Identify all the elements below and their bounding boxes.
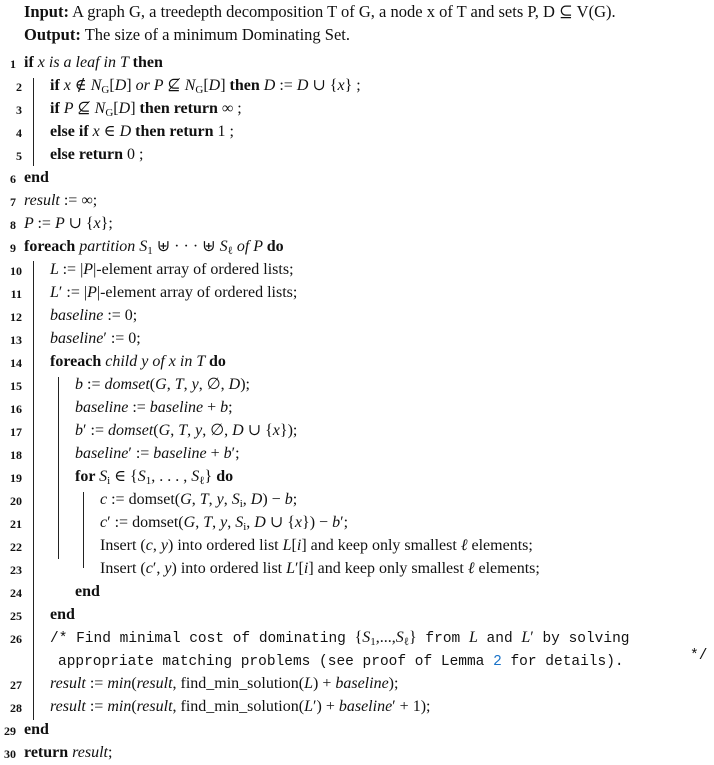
code-token: L [304, 698, 313, 715]
code-token: 0 ; [127, 146, 144, 163]
code-token: } [409, 629, 417, 646]
code-token: ′; [340, 514, 349, 531]
code-token: partition S [79, 238, 148, 255]
code-token: ) into ordered list [167, 537, 283, 554]
input-label: Input: [24, 2, 69, 21]
code-token: i [107, 475, 111, 487]
code-token: ∪ { [247, 422, 273, 439]
code-token: appropriate matching problems (see proof of Lemma [58, 654, 494, 670]
code-token: } [204, 468, 217, 485]
code-token: S [99, 468, 108, 485]
code-token: 1 ; [217, 123, 234, 140]
code-token: , [246, 514, 255, 531]
line-number: 11 [10, 287, 22, 301]
line-number: 5 [16, 149, 22, 163]
code-token: }) − [302, 514, 333, 531]
code-token: result [24, 192, 64, 209]
code-token: ∪ { [269, 514, 295, 531]
code-token: ′ [530, 629, 534, 646]
comment-end: */ [690, 648, 708, 664]
code-token: baseline [335, 675, 389, 692]
code-token: ∉ [74, 77, 91, 94]
output-text: The size of a minimum Dominating Set. [84, 25, 351, 44]
code-token: b [332, 514, 341, 531]
code-token: if [50, 100, 64, 117]
code-token: ⊈ [77, 100, 95, 117]
line-number: 3 [16, 103, 22, 117]
code-token: ⊈ [167, 77, 185, 94]
line-number: 28 [10, 701, 22, 715]
code-token: ] and keep only smallest [301, 537, 461, 554]
code-token: end [24, 721, 49, 738]
code-token: D [208, 77, 221, 94]
code-token: c [100, 491, 112, 508]
code-token: domset [107, 422, 154, 439]
code-token: := domset( [111, 491, 181, 508]
code-token: ∪ { [312, 77, 338, 94]
line-code [24, 190, 97, 212]
code-token: baseline [50, 307, 108, 324]
code-token: result [136, 675, 173, 692]
code-token: D [119, 123, 136, 140]
code-token: G [155, 376, 167, 393]
code-token: , [191, 491, 200, 508]
code-token: , ∅, [202, 422, 233, 439]
line-number: 17 [10, 425, 22, 439]
code-token: ; [292, 491, 298, 508]
code-token: ] [130, 100, 140, 117]
code-token: ) + [312, 675, 336, 692]
block-bar-for-si [83, 492, 84, 568]
line-number: 16 [10, 402, 22, 416]
code-token: S [362, 629, 371, 646]
line-code [75, 420, 297, 442]
code-token: then [229, 77, 264, 94]
code-token: := [89, 675, 108, 692]
code-token: S [395, 629, 404, 646]
line-code [50, 75, 361, 97]
code-token: ( [131, 675, 137, 692]
code-token: ∈ [103, 123, 120, 140]
line-code [24, 719, 49, 741]
code-token: [ [109, 77, 115, 94]
code-token: , [183, 376, 192, 393]
code-token: do [266, 238, 284, 255]
line-code [75, 443, 240, 465]
code-token: /* Find minimal cost of dominating [50, 631, 355, 647]
code-token: { [354, 629, 363, 646]
code-token: ] [220, 77, 230, 94]
code-token: L [282, 537, 292, 554]
code-token: T [199, 491, 209, 508]
code-token: := [37, 215, 55, 232]
line-number: 4 [16, 126, 22, 140]
code-token: then return [135, 123, 218, 140]
line-number: 22 [10, 540, 22, 554]
code-token: ′ + 1); [392, 698, 431, 715]
line-code [100, 512, 348, 534]
code-token: D [263, 77, 280, 94]
code-token: [ [113, 100, 119, 117]
line-code [50, 328, 141, 350]
code-token: return [24, 744, 73, 761]
line-code [50, 604, 75, 626]
code-token: , [212, 514, 221, 531]
code-token: x [294, 514, 303, 531]
code-token: end [75, 583, 100, 600]
code-token: L [468, 629, 478, 646]
code-token: }; [100, 215, 113, 232]
code-token: baseline [338, 698, 393, 715]
code-token: , find_min_solution( [172, 675, 305, 692]
line-number: 7 [10, 195, 16, 209]
code-token: i [243, 521, 247, 533]
code-token: c [145, 560, 153, 577]
code-token: := [87, 376, 105, 393]
line-number: 29 [4, 724, 16, 738]
code-token: i [239, 498, 243, 510]
line-number: 23 [10, 563, 22, 577]
line-number: 13 [10, 333, 22, 347]
code-token: , ∅, [198, 376, 229, 393]
line-number: 19 [10, 471, 22, 485]
line-number: 2 [16, 80, 22, 94]
code-token: ′, [152, 560, 165, 577]
line-number: 21 [10, 517, 22, 531]
code-token: if [24, 54, 38, 71]
code-token: ℓ [460, 537, 468, 554]
code-token: G [158, 422, 171, 439]
code-token: for [75, 468, 100, 485]
line-code [50, 673, 398, 695]
code-token: := ∞; [63, 192, 98, 209]
line-number: 25 [10, 609, 22, 623]
code-token: x [93, 215, 101, 232]
code-token: y [191, 376, 199, 393]
line-code [50, 144, 143, 166]
code-token: ′ := [128, 445, 154, 462]
code-token: N [94, 100, 106, 117]
block-bar-foreach-child [58, 377, 59, 559]
code-token: ) into ordered list [171, 560, 287, 577]
code-token: }); [279, 422, 298, 439]
code-token: result [136, 698, 173, 715]
code-token: ℓ [199, 475, 205, 487]
code-token: ℓ [403, 636, 410, 648]
line-number: 24 [10, 586, 22, 600]
code-token: x [63, 77, 75, 94]
line-code [50, 351, 226, 373]
line-number: 30 [4, 747, 16, 761]
code-token: and [477, 631, 522, 647]
code-token: y [195, 422, 203, 439]
line-code [24, 52, 163, 74]
code-token: , [152, 537, 161, 554]
code-token: x [92, 123, 104, 140]
block-bar-if-leaf [33, 78, 34, 166]
code-token: G [180, 491, 192, 508]
code-token: T [178, 422, 188, 439]
line-number: 14 [10, 356, 22, 370]
code-token: , [170, 422, 179, 439]
line-number: 26 [10, 632, 22, 646]
line-code [24, 742, 112, 764]
code-token: i [303, 560, 309, 577]
code-token: x [337, 77, 345, 94]
code-token: ); [240, 376, 250, 393]
line-code [58, 650, 624, 673]
code-token: 1 [370, 636, 376, 648]
code-token: 1 [145, 475, 152, 487]
code-token: ′[ [295, 560, 304, 577]
code-token: ); [388, 675, 399, 692]
output-line [24, 25, 350, 45]
code-token: x is a leaf in T [37, 54, 133, 71]
code-token: ′ := 0; [103, 330, 141, 347]
code-token: b [220, 399, 229, 416]
code-token: N [90, 77, 102, 94]
line-number: 15 [10, 379, 22, 393]
line-code [100, 535, 533, 557]
code-token: foreach [24, 238, 80, 255]
line-code [100, 558, 540, 580]
code-token: 1 [147, 245, 153, 257]
code-token: S [219, 238, 228, 255]
code-token: G [101, 84, 110, 96]
code-token: then [132, 54, 163, 71]
code-token: , [223, 491, 232, 508]
code-token: G [105, 107, 114, 119]
code-token: |-element array of ordered lists; [96, 284, 298, 301]
line-code [75, 397, 233, 419]
code-token: := [132, 399, 150, 416]
code-token: ∞ ; [221, 100, 242, 117]
code-token: y [220, 514, 228, 531]
code-token: P [63, 100, 78, 117]
code-token: , find_min_solution( [172, 698, 305, 715]
code-token: [ [291, 537, 297, 554]
code-token: if [50, 77, 64, 94]
code-token: do [216, 468, 234, 485]
line-code [50, 627, 629, 650]
code-token: L [50, 261, 63, 278]
code-token: ∈ { [110, 468, 138, 485]
code-token: result [72, 744, 108, 761]
code-token: ′) + [312, 698, 339, 715]
code-token: P [24, 215, 38, 232]
line-number: 9 [10, 241, 16, 255]
code-token: D [118, 100, 131, 117]
input-text: A graph G, a treedepth decomposition T of G, a node x of T and sets P, D ⊆ V(G). [72, 2, 616, 21]
code-token: S [137, 468, 146, 485]
code-token: b [75, 422, 83, 439]
code-token: ℓ [467, 560, 475, 577]
block-bar-foreach-partition [33, 261, 34, 720]
code-token: D [232, 422, 248, 439]
code-token: ,..., [375, 629, 396, 646]
code-token: + [207, 399, 221, 416]
code-token: baseline [75, 445, 129, 462]
code-token: ′ := domset( [107, 514, 184, 531]
code-token: y [164, 560, 172, 577]
line-number: 10 [10, 264, 22, 278]
code-token: , [242, 491, 251, 508]
code-token: ⊎ · · · ⊎ [152, 238, 220, 255]
code-token: S [235, 514, 244, 531]
code-token: elements; [474, 560, 540, 577]
code-token: for details). [501, 654, 624, 670]
code-token: baseline [50, 330, 104, 347]
code-token: := | [62, 261, 84, 278]
code-token: ) − [262, 491, 285, 508]
code-token: do [208, 353, 226, 370]
code-token: ; [228, 399, 233, 416]
code-token: ( [153, 422, 159, 439]
code-token: , [227, 514, 236, 531]
code-token: x [272, 422, 280, 439]
code-token: b [284, 491, 293, 508]
line-code [50, 98, 242, 120]
code-token: c [145, 537, 153, 554]
line-code [50, 259, 294, 281]
line-code [50, 121, 234, 143]
code-token: D [228, 376, 241, 393]
line-code [24, 167, 49, 189]
code-token: min [107, 675, 132, 692]
code-token: i [296, 537, 302, 554]
code-token: , [187, 422, 196, 439]
code-token: ℓ [227, 245, 233, 257]
code-token: end [24, 169, 49, 186]
code-token: min [107, 698, 132, 715]
code-token: , [166, 376, 175, 393]
line-code [50, 305, 137, 327]
code-token: child y of x in T [105, 353, 209, 370]
line-code [75, 374, 250, 396]
code-token: L [286, 560, 296, 577]
code-token: D [114, 77, 127, 94]
line-code [24, 213, 113, 235]
code-token: y [216, 491, 224, 508]
code-token: P [83, 261, 94, 278]
code-token: + [210, 445, 224, 462]
code-token: Insert ( [100, 537, 146, 554]
line-code [50, 696, 430, 718]
code-token: |-element array of ordered lists; [93, 261, 294, 278]
line-code [100, 489, 297, 511]
line-code [75, 466, 233, 488]
code-token: ] and keep only smallest [308, 560, 468, 577]
line-code [24, 236, 284, 258]
lemma-link[interactable]: 2 [493, 654, 502, 670]
code-token: S [231, 491, 240, 508]
code-token: := 0; [107, 307, 138, 324]
code-token: , [208, 491, 217, 508]
code-token: N [184, 77, 196, 94]
code-token: baseline [153, 445, 211, 462]
code-token: ( [131, 698, 137, 715]
code-token: ′ := | [58, 284, 88, 301]
code-token: b [75, 376, 87, 393]
code-token: c [100, 514, 108, 531]
code-token: b [223, 445, 232, 462]
line-code [50, 282, 297, 304]
code-token: G [195, 84, 204, 96]
line-number: 18 [10, 448, 22, 462]
line-number: 27 [10, 678, 22, 692]
line-number: 1 [10, 57, 16, 71]
code-token: y [160, 537, 168, 554]
code-token: result [50, 698, 90, 715]
code-token: of P [232, 238, 267, 255]
code-token: foreach [50, 353, 106, 370]
code-token: by solving [533, 631, 630, 647]
code-token: P [54, 215, 69, 232]
code-token: domset [104, 376, 150, 393]
code-token: ′; [231, 445, 240, 462]
code-token: ′ := [83, 422, 108, 439]
line-number: 6 [10, 172, 16, 186]
code-token: end [50, 606, 75, 623]
code-token: } ; [344, 77, 361, 94]
code-token: then return [139, 100, 222, 117]
code-token: ( [149, 376, 156, 393]
code-token: [ [203, 77, 209, 94]
code-token: baseline [75, 399, 133, 416]
code-token: Insert ( [100, 560, 146, 577]
code-token: := [279, 77, 297, 94]
code-token: := [89, 698, 108, 715]
code-token: ∪ { [68, 215, 94, 232]
code-token: G [183, 514, 196, 531]
line-number: 20 [10, 494, 22, 508]
code-token: T [203, 514, 213, 531]
code-token: L [304, 675, 313, 692]
code-token: else if [50, 123, 93, 140]
code-token: ] [126, 77, 136, 94]
code-token: D [296, 77, 313, 94]
code-token: L [50, 284, 59, 301]
output-label: Output: [24, 25, 81, 44]
line-number: 12 [10, 310, 22, 324]
input-line [24, 2, 616, 22]
code-token: else return [50, 146, 128, 163]
code-token: result [50, 675, 90, 692]
code-token: , [195, 514, 204, 531]
code-token: S [191, 468, 200, 485]
code-token: P [87, 284, 97, 301]
code-token: ; [108, 744, 113, 761]
code-token: D [250, 491, 263, 508]
code-token: D [254, 514, 270, 531]
code-token: elements; [467, 537, 533, 554]
line-number: 8 [10, 218, 16, 232]
code-token: from [416, 631, 469, 647]
code-token: T [174, 376, 184, 393]
code-token: L [521, 629, 531, 646]
code-token: or P [135, 77, 168, 94]
code-token: baseline [149, 399, 208, 416]
code-token: , . . . , [151, 468, 192, 485]
line-code [75, 581, 100, 603]
